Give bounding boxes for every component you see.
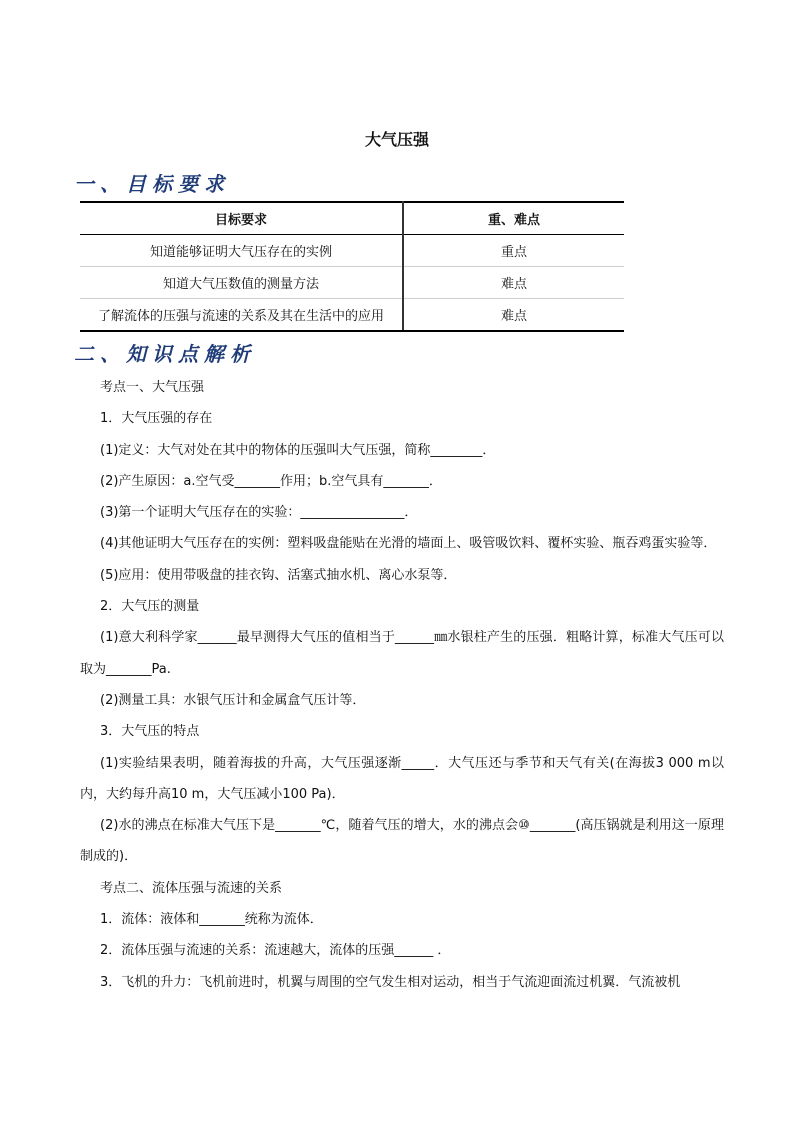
table-cell-goal: 知道大气压数值的测量方法 bbox=[80, 267, 403, 299]
topic-heading: 考点二、流体压强与流速的关系 bbox=[100, 880, 283, 896]
subsection-heading: 3．大气压的特点 bbox=[100, 724, 200, 740]
fill-blank-item: (3)第一个证明大气压存在的实验：________________． bbox=[100, 505, 418, 521]
fill-blank-item: (1)定义：大气对处在其中的物体的压强叫大气压强，简称________． bbox=[100, 442, 496, 458]
fill-blank-item: (1)意大利科学家______最早测得大气压的值相当于______㎜水银柱产生的压强．粗略计算，标准大气压可以取为_______Pa. bbox=[80, 630, 724, 677]
goals-table bbox=[80, 201, 624, 332]
section-heading-knowledge: 二、知识点解析 bbox=[74, 342, 256, 366]
table-header-goal: 目标要求 bbox=[80, 202, 403, 235]
text-item: (4)其他证明大气压存在的实例：塑料吸盘能贴在光滑的墙面上、吸管吸饮料、覆杯实验、瓶吞鸡蛋实验等． bbox=[100, 536, 717, 552]
document-title: 大气压强 bbox=[364, 130, 429, 149]
section-heading-goals: 一、目标要求 bbox=[74, 172, 230, 196]
text-item: (2)测量工具：水银气压计和金属盒气压计等． bbox=[100, 692, 366, 708]
subsection-heading: 2．大气压的测量 bbox=[100, 599, 200, 615]
table-cell-goal: 了解流体的压强与流速的关系及其在生活中的应用 bbox=[80, 299, 403, 332]
fill-blank-item: 1．流体：液体和_______统称为流体． bbox=[100, 912, 323, 928]
table-header-row bbox=[80, 202, 624, 235]
table-cell-goal: 知道能够证明大气压存在的实例 bbox=[80, 235, 403, 267]
fill-blank-item: (2)产生原因：a.空气受_______作用；b.空气具有_______． bbox=[100, 473, 442, 489]
table-row bbox=[80, 235, 624, 267]
table-row bbox=[80, 299, 624, 332]
text-item: (5)应用：使用带吸盘的挂衣钩、活塞式抽水机、离心水泵等． bbox=[100, 567, 457, 583]
fill-blank-item: (1)实验结果表明，随着海拔的升高，大气压强逐渐_____．大气压还与季节和天气有关(在海拔3 000 m以内，大约每升高10 m，大气压减小100 Pa)． bbox=[80, 755, 724, 802]
fill-blank-item: 2．流体压强与流速的关系：流速越大，流体的压强______ ． bbox=[100, 943, 451, 959]
table-cell-difficulty: 难点 bbox=[403, 299, 624, 332]
table-cell-difficulty: 难点 bbox=[403, 267, 624, 299]
text-item: 3．飞机的升力：飞机前进时，机翼与周围的空气发生相对运动，相当于气流迎面流过机翼．气流被机 bbox=[100, 974, 681, 990]
table-header-difficulty: 重、难点 bbox=[403, 202, 624, 235]
knowledge-content bbox=[80, 372, 724, 998]
table-cell-difficulty: 重点 bbox=[403, 235, 624, 267]
fill-blank-item: (2)水的沸点在标准大气压下是_______℃，随着气压的增大，水的沸点会⑩_______(高压锅就是利用这一原理制成的)． bbox=[80, 818, 724, 865]
topic-heading: 考点一、大气压强 bbox=[100, 380, 205, 395]
subsection-heading: 1．大气压强的存在 bbox=[100, 411, 213, 427]
table-row bbox=[80, 267, 624, 299]
